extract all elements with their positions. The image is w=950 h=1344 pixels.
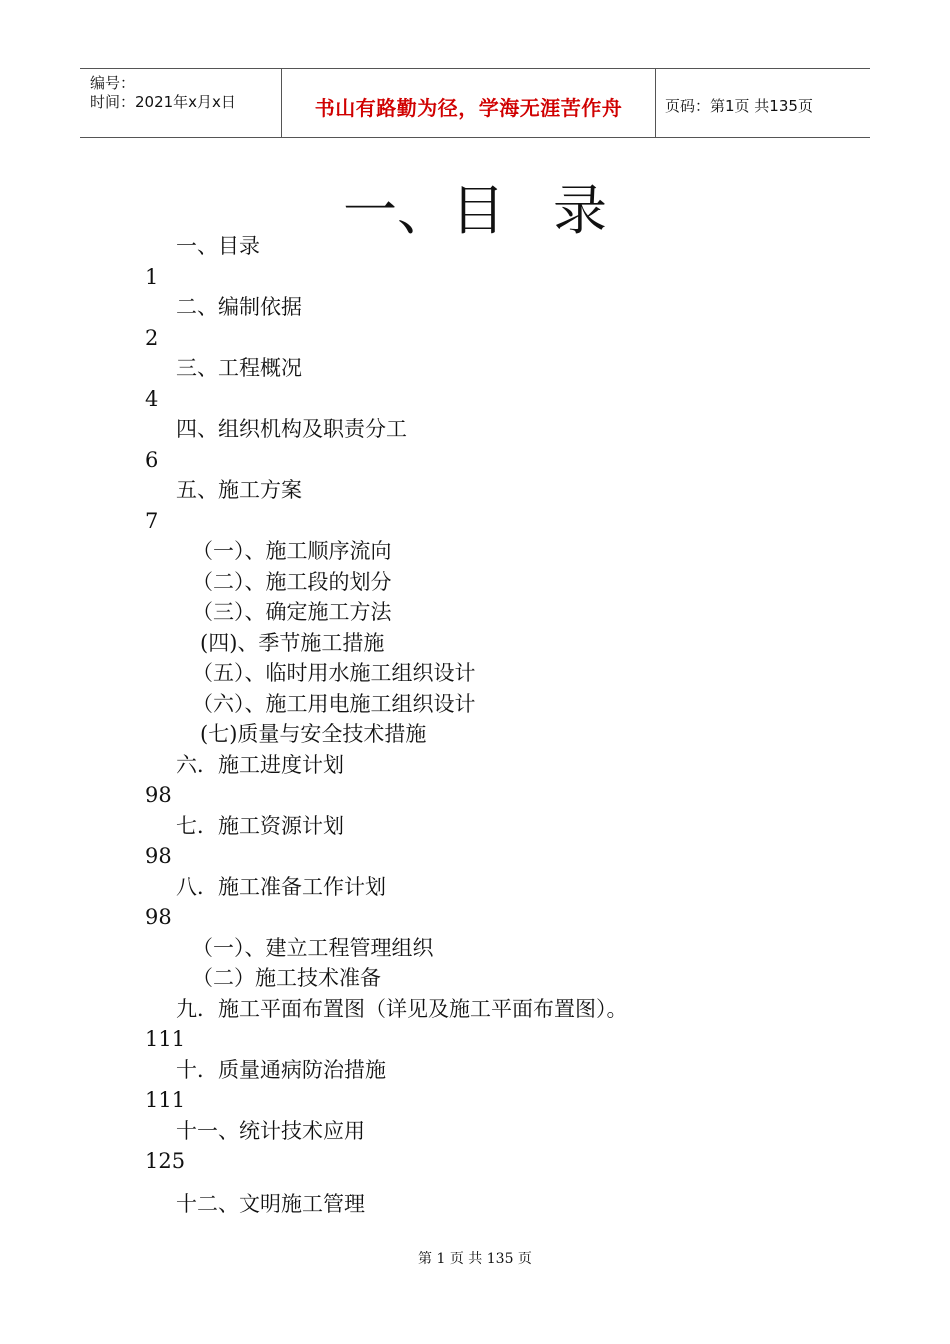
toc-entry[interactable]: 一、目录 <box>176 234 260 258</box>
toc-entry[interactable]: 十二、文明施工管理 <box>176 1192 365 1216</box>
toc-page-number: 2 <box>145 326 159 350</box>
toc-page-number: 98 <box>145 783 172 807</box>
toc-page-number: 98 <box>145 905 172 929</box>
document-title <box>0 168 950 245</box>
toc-page-number: 111 <box>145 1088 186 1112</box>
toc-subentry[interactable]: （二）施工技术准备 <box>192 966 381 990</box>
title-part-2: 录 <box>553 179 607 242</box>
toc-page-number: 111 <box>145 1027 186 1051</box>
toc-page-number: 6 <box>145 448 159 472</box>
toc-entry[interactable]: 七．施工资源计划 <box>176 814 344 838</box>
page-header <box>80 68 870 138</box>
toc-page-number: 98 <box>145 844 172 868</box>
toc-entry[interactable]: 十．质量通病防治措施 <box>176 1058 386 1082</box>
serial-number-label: 编号： <box>90 74 136 92</box>
header-left-cell <box>80 69 281 137</box>
title-part-1: 一、目 <box>343 179 505 242</box>
toc-subentry[interactable]: （三）、确定施工方法 <box>192 600 392 624</box>
header-page-number: 页码：第1页 共135页 <box>665 97 813 115</box>
date-label: 时间：2021年x月x日 <box>90 93 236 111</box>
toc-subentry[interactable]: （一）、施工顺序流向 <box>192 539 392 563</box>
toc-page-number: 7 <box>145 509 159 533</box>
toc-page-number: 4 <box>145 387 159 411</box>
toc-page-number: 1 <box>145 265 159 289</box>
toc-entry[interactable]: 五、施工方案 <box>176 478 302 502</box>
header-right-cell <box>655 69 870 137</box>
toc-subentry[interactable]: (七)质量与安全技术措施 <box>200 722 427 746</box>
toc-subentry[interactable]: (四)、季节施工措施 <box>200 631 385 655</box>
toc-page-number: 125 <box>145 1149 186 1173</box>
toc-entry[interactable]: 三、工程概况 <box>176 356 302 380</box>
toc-subentry[interactable]: （五）、临时用水施工组织设计 <box>192 661 476 685</box>
toc-subentry[interactable]: （一）、建立工程管理组织 <box>192 936 434 960</box>
toc-entry[interactable]: 二、编制依据 <box>176 295 302 319</box>
header-motto: 书山有路勤为径，学海无涯苦作舟 <box>314 96 623 120</box>
toc-entry[interactable]: 八．施工准备工作计划 <box>176 875 386 899</box>
toc-entry[interactable]: 四、组织机构及职责分工 <box>176 417 407 441</box>
toc-subentry[interactable]: （二）、施工段的划分 <box>192 570 392 594</box>
page-footer: 第 1 页 共 135 页 <box>418 1251 532 1267</box>
toc-subentry[interactable]: （六）、施工用电施工组织设计 <box>192 692 476 716</box>
toc-entry[interactable]: 六．施工进度计划 <box>176 753 344 777</box>
header-middle-cell <box>281 69 656 137</box>
toc-entry[interactable]: 九．施工平面布置图（详见及施工平面布置图）。 <box>176 997 628 1021</box>
toc-entry[interactable]: 十一、统计技术应用 <box>176 1119 365 1143</box>
